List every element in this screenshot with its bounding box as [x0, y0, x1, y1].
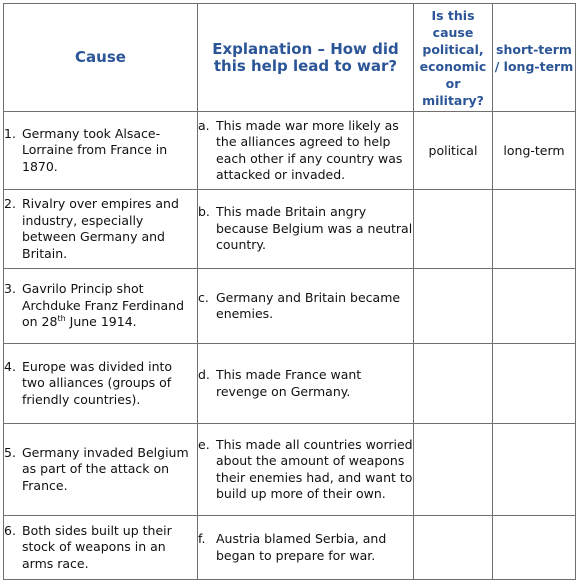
- cause-text: [22, 281, 197, 331]
- explanation-text: This made all countries worried about the amount of weapons their enemies had, and want to build up more of their own.: [216, 436, 413, 501]
- explanation-text: This made France want revenge on Germany.: [216, 367, 362, 399]
- date-suffix: th: [57, 314, 66, 324]
- cause-text: Both sides built up their stock of weapons in an arms race.: [22, 522, 172, 571]
- explanation-letter: d.: [198, 367, 210, 382]
- explanation-cell: [198, 269, 414, 344]
- table-row: [4, 269, 576, 344]
- cause-number: 2.: [4, 196, 16, 211]
- cause-cell: [4, 424, 198, 516]
- type-answer-cell[interactable]: [414, 516, 493, 580]
- cause-text: Germany invaded Belgium as part of the attack on France.: [22, 444, 189, 493]
- explanation-cell: [198, 424, 414, 516]
- cause-number: 1.: [4, 125, 16, 141]
- cause-number: 6.: [4, 522, 16, 538]
- table-row: [4, 424, 576, 516]
- cause-cell: [4, 344, 198, 424]
- type-answer-cell[interactable]: [414, 269, 493, 344]
- explanation-cell: [198, 112, 414, 190]
- explanation-cell: [198, 190, 414, 269]
- header-row: [4, 4, 576, 112]
- cause-number: 5.: [4, 444, 16, 460]
- term-answer-cell[interactable]: [493, 269, 576, 344]
- term-answer-cell[interactable]: [493, 344, 576, 424]
- cause-number: 4.: [4, 358, 16, 374]
- explanation-text: This made war more likely as the alliances agreed to help each other if any country was attacked or invaded.: [216, 117, 403, 182]
- cause-text: Europe was divided into two alliances (groups of friendly countries).: [22, 358, 173, 407]
- header-explanation: Explanation – How did this help lead to war?: [198, 4, 414, 112]
- explanation-letter: c.: [198, 289, 209, 305]
- type-answer-cell[interactable]: [414, 424, 493, 516]
- term-answer-cell[interactable]: [493, 424, 576, 516]
- explanation-cell: [198, 344, 414, 424]
- explanation-letter: a.: [198, 117, 210, 133]
- causes-worksheet-table: [3, 3, 576, 580]
- explanation-letter: b.: [198, 204, 210, 220]
- explanation-text: Austria blamed Serbia, and began to prepare for war.: [216, 531, 387, 563]
- term-answer-cell[interactable]: [493, 190, 576, 269]
- cause-cell: [4, 269, 198, 344]
- cause-text: Germany took Alsace-Lorraine from France in 1870.: [22, 125, 168, 174]
- cause-text-part: Gavrilo Princip shot Archduke Franz Ferdinand on 28: [22, 281, 185, 330]
- table-row: [4, 344, 576, 424]
- cause-text-part: June 1914.: [65, 314, 137, 330]
- term-answer-cell[interactable]: [493, 516, 576, 580]
- cause-cell: [4, 190, 198, 269]
- explanation-letter: e.: [198, 436, 210, 452]
- header-cause: Cause: [4, 4, 198, 112]
- header-term: short-term / long-term: [493, 4, 576, 112]
- table-row: [4, 190, 576, 269]
- type-answer-cell[interactable]: [414, 190, 493, 269]
- header-type: Is this cause political, economic or military?: [414, 4, 493, 112]
- cause-cell: [4, 112, 198, 190]
- explanation-cell: [198, 516, 414, 580]
- type-answer-cell[interactable]: [414, 344, 493, 424]
- table-row: [4, 516, 576, 580]
- explanation-text: This made Britain angry because Belgium was a neutral country.: [216, 204, 413, 253]
- term-answer-cell[interactable]: long-term: [493, 112, 576, 190]
- table-row: [4, 112, 576, 190]
- cause-text: Rivalry over empires and industry, especially between Germany and Britain.: [22, 196, 179, 261]
- cause-cell: [4, 516, 198, 580]
- cause-number: 3.: [4, 281, 16, 297]
- type-answer-cell[interactable]: political: [414, 112, 493, 190]
- explanation-letter: f.: [198, 531, 206, 546]
- explanation-text: Germany and Britain became enemies.: [216, 289, 401, 321]
